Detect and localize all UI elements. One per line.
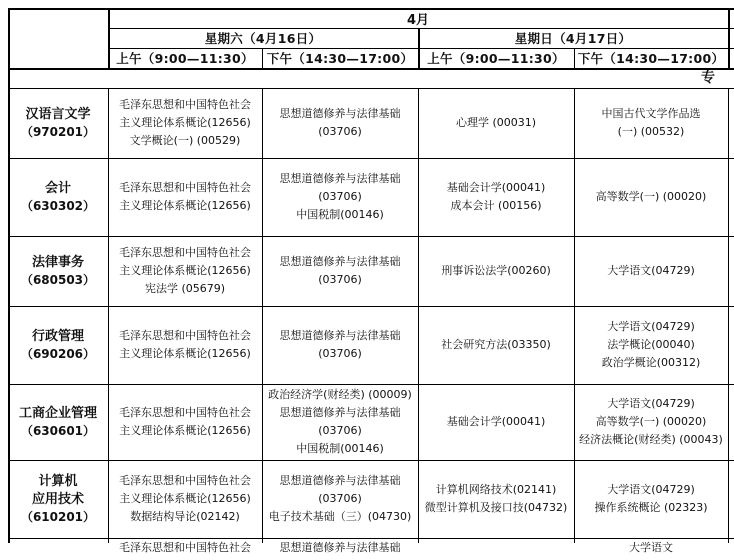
subject-line: 微型计算机及接口技(04732): [424, 501, 568, 514]
subject-line: 数据结构导论(02142): [130, 510, 240, 523]
subject-line: 成本会计 (00156): [450, 199, 542, 212]
major-name-cell: [8, 158, 108, 236]
subject-cell: [108, 88, 262, 158]
subject-cell: [108, 306, 262, 384]
subject-line: 思想道德修养与法律基础: [279, 474, 401, 487]
subject-line: 高等数学(一) (00020): [595, 415, 707, 428]
subject-line: 文学概论(一) (00529): [129, 134, 241, 147]
subject-line: (03706): [318, 424, 362, 437]
grid-line: [262, 48, 263, 68]
subject-line: 社会研究方法(03350): [441, 338, 551, 351]
subject-line: (03706): [318, 492, 362, 505]
subject-line: (03706): [318, 190, 362, 203]
subject-cell: [418, 460, 574, 538]
subject-line: 思想道德修养与法律基础: [279, 172, 401, 185]
subject-line: 大学语文: [629, 541, 673, 554]
major-code: （690206）: [20, 346, 96, 361]
subject-line: 政治经济学(财经类) (00009): [268, 388, 412, 401]
subject-line: 主义理论体系概论(12656): [119, 116, 251, 129]
session-sun-am: 上午（9:00—11:30）: [427, 51, 565, 66]
subject-cell: [574, 88, 728, 158]
subject-line: 思想道德修养与法律基础: [279, 107, 401, 120]
subject-line: 毛泽东思想和中国特色社会: [119, 246, 251, 259]
subject-line: (03706): [318, 273, 362, 286]
subject-cell: [418, 88, 574, 158]
subject-cell: [108, 236, 262, 306]
month-header: 4月: [406, 12, 430, 28]
major-name-cell: [8, 538, 108, 560]
subject-line: 中国税制(00146): [296, 208, 384, 221]
subject-cell: [574, 384, 728, 460]
subject-line: 思想道德修养与法律基础: [279, 329, 401, 342]
subject-cell: [108, 460, 262, 538]
subject-line: 毛泽东思想和中国特色社会: [119, 541, 251, 554]
major-name: 汉语言文学: [25, 106, 91, 122]
major-code: （610201）: [20, 509, 96, 524]
subject-cell: [262, 88, 418, 158]
subject-cell: [418, 538, 574, 560]
subject-line: 计算机网络技术(02141): [435, 483, 557, 496]
subject-line: 大学语文(04729): [607, 264, 695, 277]
subject-line: 中国税制(00146): [296, 442, 384, 455]
subject-line: (一) (00532): [617, 125, 685, 138]
grid-line: [8, 8, 734, 10]
subject-cell: [108, 538, 262, 560]
subject-cell: [574, 306, 728, 384]
grid-line: [418, 28, 420, 68]
subject-line: 法学概论(00040): [607, 338, 695, 351]
subject-line: 大学语文(04729): [607, 320, 695, 333]
subject-cell: [262, 384, 418, 460]
session-sat-pm: 下午（14:30—17:00）: [266, 51, 414, 66]
major-name: 工商企业管理: [18, 405, 97, 421]
subject-line: 高等数学(一) (00020): [595, 190, 707, 203]
subject-line: 毛泽东思想和中国特色社会: [119, 474, 251, 487]
subject-cell: [418, 306, 574, 384]
major-name: 行政管理: [31, 328, 84, 344]
grid-line: [728, 88, 729, 543]
subject-cell: [418, 236, 574, 306]
subject-line: 经济法概论(财经类) (00043): [579, 433, 723, 446]
section-label: 专: [701, 70, 715, 86]
subject-line: 电子技术基础（三）(04730): [268, 510, 412, 523]
subject-cell: [262, 538, 418, 560]
subject-cell: [574, 538, 728, 560]
subject-line: (03706): [318, 347, 362, 360]
day1-header: 星期六（4月16日）: [204, 31, 322, 46]
subject-line: 政治学概论(00312): [601, 356, 701, 369]
major-name-cell: [8, 460, 108, 538]
subject-cell: [108, 384, 262, 460]
major-code: （630302）: [20, 198, 96, 213]
subject-cell: [262, 236, 418, 306]
subject-line: 主义理论体系概论(12656): [119, 264, 251, 277]
grid-line: [728, 8, 730, 68]
subject-line: 毛泽东思想和中国特色社会: [119, 98, 251, 111]
subject-line: 思想道德修养与法律基础: [279, 541, 401, 554]
major-code: （970201）: [20, 124, 96, 139]
day2-header: 星期日（4月17日）: [514, 31, 632, 46]
subject-line: 毛泽东思想和中国特色社会: [119, 406, 251, 419]
major-code: （680503）: [20, 272, 96, 287]
subject-cell: [574, 460, 728, 538]
subject-line: 操作系统概论 (02323): [594, 501, 708, 514]
subject-line: 基础会计学(00041): [446, 181, 546, 194]
major-code: （630601）: [20, 423, 96, 438]
major-name-cell: [8, 384, 108, 460]
subject-cell: [262, 158, 418, 236]
subject-line: 主义理论体系概论(12656): [119, 199, 251, 212]
major-name-cell: [8, 306, 108, 384]
grid-line: [108, 28, 734, 29]
subject-line: 大学语文(04729): [607, 397, 695, 410]
subject-line: 毛泽东思想和中国特色社会: [119, 329, 251, 342]
subject-cell: [574, 236, 728, 306]
grid-line: [574, 48, 575, 68]
subject-line: 思想道德修养与法律基础: [279, 406, 401, 419]
subject-line: 心理学 (00031): [455, 116, 537, 129]
session-sat-am: 上午（9:00—11:30）: [116, 51, 254, 66]
major-name: 会计: [44, 180, 71, 196]
grid-line: [8, 68, 734, 70]
subject-line: 宪法学 (05679): [144, 282, 226, 295]
subject-line: 主义理论体系概论(12656): [119, 492, 251, 505]
major-name: 计算机: [38, 473, 78, 489]
subject-line: (03706): [318, 125, 362, 138]
subject-line: 主义理论体系概论(12656): [119, 347, 251, 360]
subject-line: 刑事诉讼法学(00260): [441, 264, 551, 277]
major-name-cell: [8, 236, 108, 306]
subject-cell: [108, 158, 262, 236]
grid-line: [108, 8, 110, 68]
subject-line: 主义理论体系概论(12656): [119, 424, 251, 437]
subject-cell: [418, 384, 574, 460]
subject-cell: [262, 460, 418, 538]
subject-line: 毛泽东思想和中国特色社会: [119, 181, 251, 194]
subject-cell: [418, 158, 574, 236]
major-name-cell: [8, 88, 108, 158]
session-sun-pm: 下午（14:30—17:00）: [577, 51, 725, 66]
grid-line: [108, 48, 734, 49]
subject-line: 基础会计学(00041): [446, 415, 546, 428]
subject-line: 中国古代文学作品选: [601, 107, 701, 120]
major-name: 应用技术: [31, 491, 84, 507]
subject-cell: [574, 158, 728, 236]
major-name: 法律事务: [31, 254, 84, 270]
subject-line: 大学语文(04729): [607, 483, 695, 496]
subject-cell: [262, 306, 418, 384]
subject-line: 思想道德修养与法律基础: [279, 255, 401, 268]
